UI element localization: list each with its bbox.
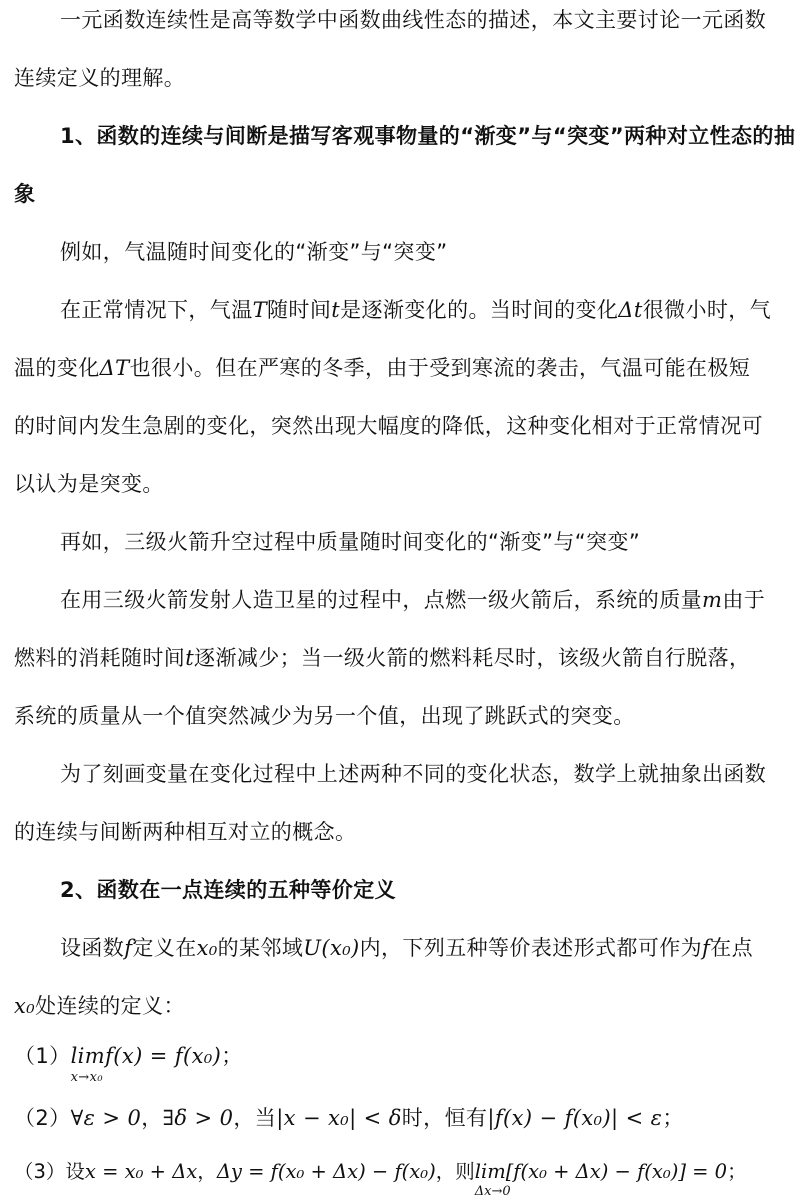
text: 定义在	[132, 936, 197, 960]
definition-label: （1）	[14, 1044, 71, 1068]
section-heading-1	[0, 124, 800, 148]
text: 由于	[722, 588, 766, 612]
lim-subscript: x→x₀	[70, 1070, 103, 1085]
heading-text: 1、函数的连续与间断是描写客观事物量的“渐变”与“突变”两种对立性态的抽	[60, 124, 796, 148]
text: 一元函数连续性是高等数学中函数曲线性态的描述，本文主要讨论一元函数	[60, 8, 767, 32]
paragraph-line	[0, 936, 800, 960]
text: 在用三级火箭发射人造卫星的过程中，点燃一级火箭后，系统的质量	[60, 588, 702, 612]
definition-label: （2）	[14, 1106, 71, 1130]
text: 的连续与间断两种相互对立的概念。	[14, 820, 357, 844]
text: ，当	[233, 1106, 277, 1130]
text: ；	[221, 1044, 243, 1068]
text: 也很小。但在严寒的冬季，由于受到寒流的袭击，气温可能在极短	[129, 356, 751, 380]
text: ，	[141, 1106, 163, 1130]
text: 温的变化	[14, 356, 100, 380]
example-line	[0, 530, 800, 554]
paragraph-line	[0, 8, 800, 32]
limit-operator	[70, 1044, 106, 1085]
math-var: T	[252, 298, 268, 322]
lim-text: lim	[474, 1160, 506, 1183]
text: 为了刻画变量在变化过程中上述两种不同的变化状态，数学上就抽象出函数	[60, 762, 767, 786]
text: ；	[662, 1106, 684, 1130]
text: 随时间	[267, 298, 332, 322]
math-var: U(x₀)	[303, 936, 360, 960]
section-heading-1-cont	[0, 182, 800, 206]
lim-subscript: Δx→0	[474, 1184, 511, 1199]
math-var: x₀	[14, 994, 36, 1018]
text: ，	[197, 1160, 217, 1183]
text: 的时间内发生急剧的变化，突然出现大幅度的降低，这种变化相对于正常情况可	[14, 414, 763, 438]
math-expr: ∀ε > 0	[70, 1106, 142, 1130]
text: 系统的质量从一个值突然减少为另一个值，出现了跳跃式的突变。	[14, 704, 635, 728]
lim-text: lim	[70, 1044, 106, 1068]
example-line	[0, 240, 800, 264]
limit-operator	[474, 1160, 511, 1199]
text: 连续定义的理解。	[14, 66, 186, 90]
math-var: t	[331, 298, 341, 322]
paragraph-line	[0, 356, 800, 380]
math-var: Δt	[618, 298, 643, 322]
paragraph-line	[0, 994, 800, 1018]
text: 时，恒有	[401, 1106, 488, 1130]
math-expr: [f(x₀ + Δx) − f(x₀)] = 0	[505, 1160, 728, 1183]
paragraph-line	[0, 66, 800, 90]
paragraph-line	[0, 298, 800, 322]
text: 逐渐减少；当一级火箭的燃料耗尽时，该级火箭自行脱落，	[194, 646, 751, 670]
text: 在点	[710, 936, 754, 960]
text: 是逐渐变化的。当时间的变化	[340, 298, 619, 322]
section-heading-2	[0, 878, 800, 902]
text: 很微小时，气	[642, 298, 772, 322]
text: 例如，气温随时间变化的“渐变”与“突变”	[60, 240, 448, 264]
text: 再如，三级火箭升空过程中质量随时间变化的“渐变”与“突变”	[60, 530, 641, 554]
paragraph-line	[0, 762, 800, 786]
math-expr: f(x) = f(x₀)	[105, 1044, 222, 1068]
definition-3	[0, 1160, 800, 1199]
paragraph-line	[0, 704, 800, 728]
math-var: t	[185, 646, 195, 670]
text: 处连续的定义：	[35, 994, 185, 1018]
definition-1	[0, 1044, 800, 1085]
text: 在正常情况下，气温	[60, 298, 253, 322]
paragraph-line	[0, 820, 800, 844]
definition-label: （3）设	[14, 1160, 85, 1183]
text: ，则	[435, 1160, 475, 1183]
heading-text: 象	[14, 182, 36, 206]
text: 燃料的消耗随时间	[14, 646, 186, 670]
paragraph-line	[0, 646, 800, 670]
math-expr: |x − x₀| < δ	[276, 1106, 402, 1130]
math-var: x₀	[196, 936, 218, 960]
text: 的某邻域	[217, 936, 304, 960]
math-expr: Δy = f(x₀ + Δx) − f(x₀)	[216, 1160, 436, 1183]
text: 内，下列五种等价表述形式都可作为	[359, 936, 703, 960]
math-expr: ∃δ > 0	[162, 1106, 234, 1130]
paragraph-line	[0, 414, 800, 438]
text: 设函数	[60, 936, 125, 960]
paragraph-line	[0, 472, 800, 496]
math-var: f	[124, 936, 133, 960]
text: 以认为是突变。	[14, 472, 164, 496]
paragraph-line	[0, 588, 800, 612]
definition-2	[0, 1106, 800, 1130]
text: ；	[727, 1160, 747, 1183]
math-var: m	[702, 588, 723, 612]
math-expr: |f(x) − f(x₀)| < ε	[487, 1106, 663, 1130]
math-var: f	[702, 936, 711, 960]
math-var: ΔT	[99, 356, 130, 380]
math-expr: x = x₀ + Δx	[84, 1160, 198, 1183]
heading-text: 2、函数在一点连续的五种等价定义	[60, 878, 397, 902]
